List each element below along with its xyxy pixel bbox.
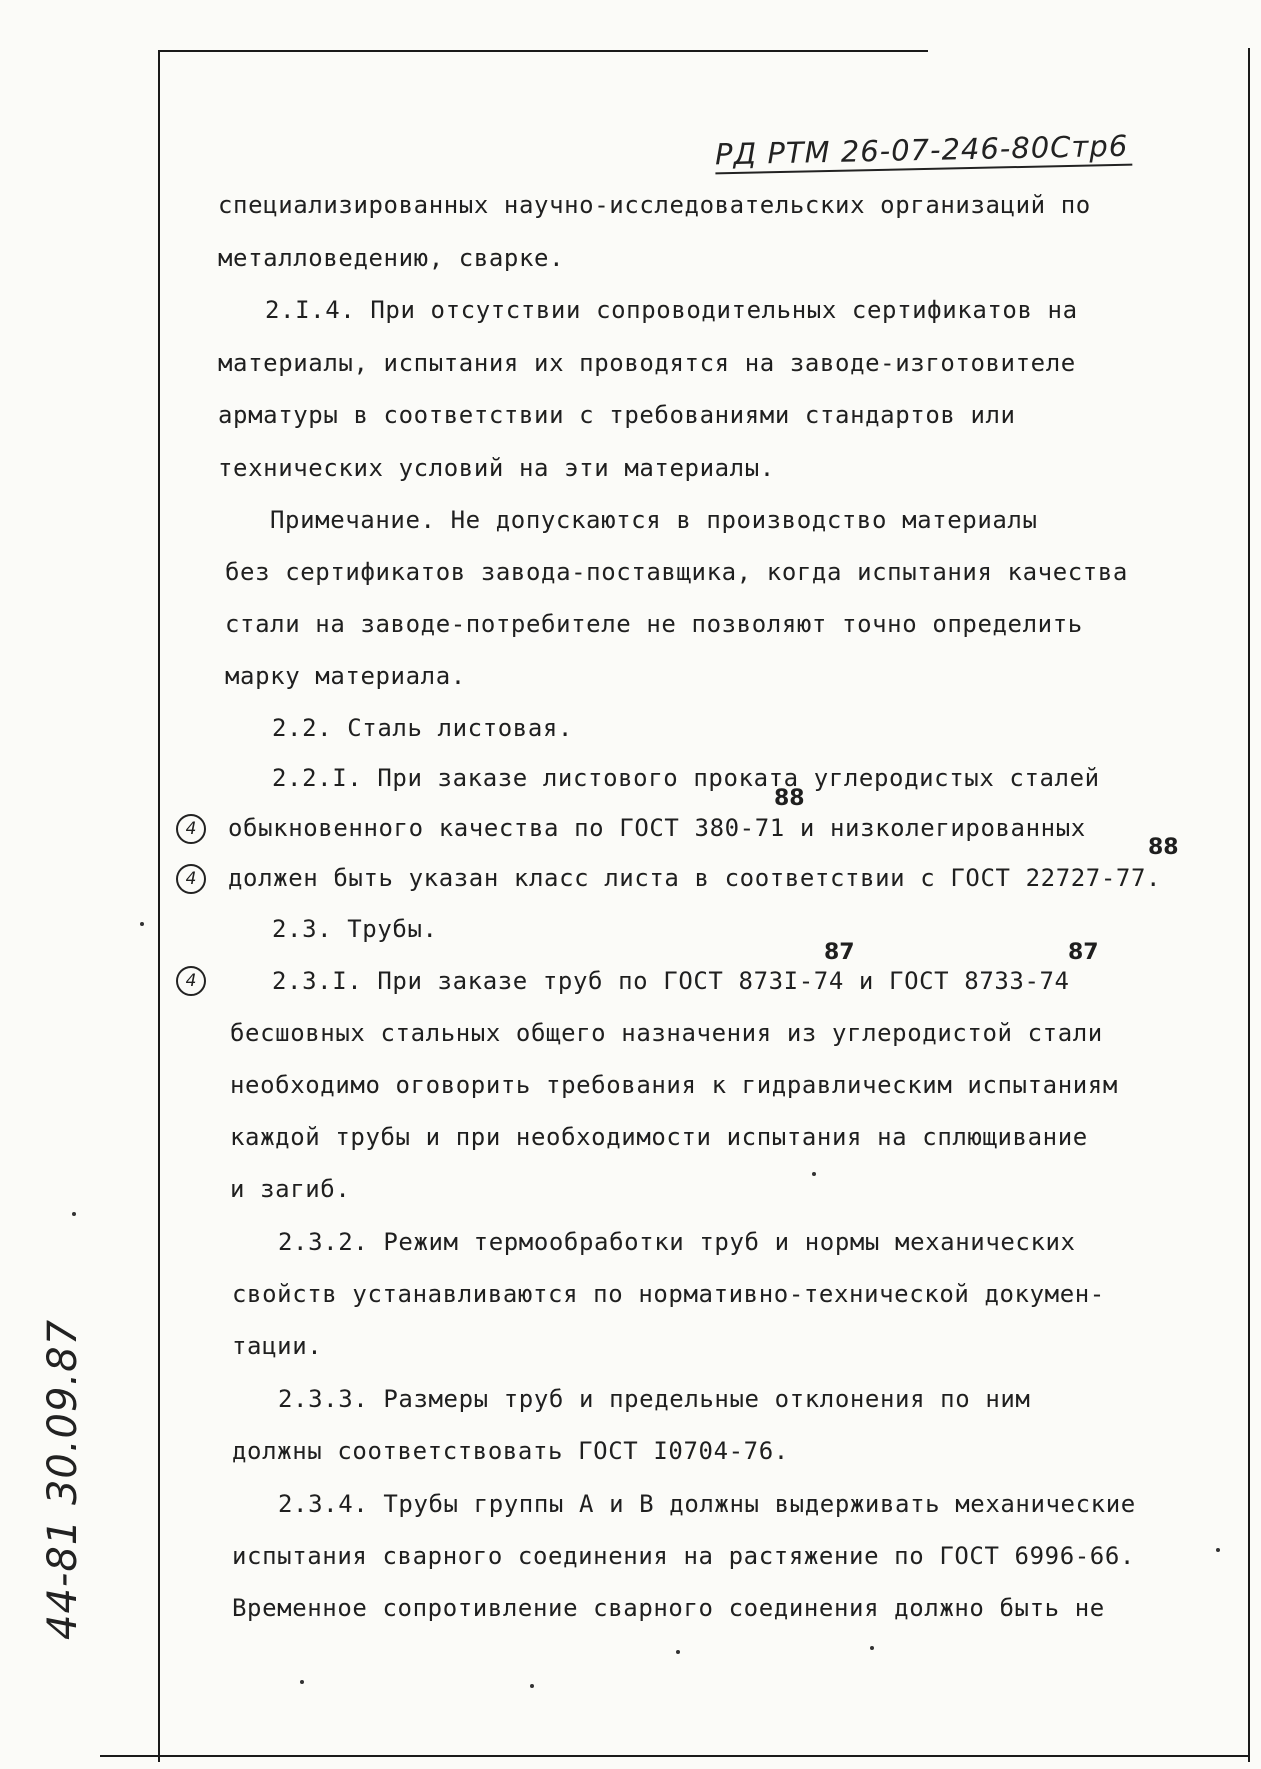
text-line: 2.3.4. Трубы группы А и В должны выдерживать механические <box>278 1490 1136 1518</box>
scan-speck <box>72 1212 76 1216</box>
text-line: свойств устанавливаются по нормативно-технической докумен- <box>232 1280 1105 1308</box>
text-line: Временное сопротивление сварного соединения должно быть не <box>232 1594 1105 1622</box>
revision-mark: 4 <box>176 864 206 894</box>
text-line: тации. <box>232 1332 323 1360</box>
note-line: без сертификатов завода-поставщика, когда испытания качества <box>225 558 1128 586</box>
text-line: 2.3.2. Режим термообработки труб и нормы механических <box>278 1228 1076 1256</box>
text-line: должен быть указан класс листа в соответствии с ГОСТ 22727-77. <box>228 864 1162 892</box>
note-line: стали на заводе-потребителе не позволяют точно определить <box>225 610 1083 638</box>
scan-speck <box>140 922 144 926</box>
note-line: Примечание. Не допускаются в производство материалы <box>270 506 1038 534</box>
handwritten-correction: 87 <box>824 940 855 965</box>
text-line: должны соответствовать ГОСТ I0704-76. <box>232 1437 789 1465</box>
section-heading: 2.3. Трубы. <box>272 915 438 943</box>
text-line: материалы, испытания их проводятся на заводе-изготовителе <box>218 349 1076 377</box>
page-frame-bottom <box>100 1755 1250 1757</box>
text-line: технических условий на эти материалы. <box>218 454 775 482</box>
section-heading: 2.2. Сталь листовая. <box>272 714 573 742</box>
revision-mark: 4 <box>176 814 206 844</box>
text-line: металловедению, сварке. <box>218 244 565 272</box>
handwritten-correction: 88 <box>1148 835 1179 860</box>
page-frame-right <box>1248 48 1250 1762</box>
handwritten-correction: 87 <box>1068 940 1099 965</box>
text-line: 2.3.I. При заказе труб по ГОСТ 873I-74 и ГОСТ 8733-74 <box>272 967 1070 995</box>
text-line: необходимо оговорить требования к гидравлическим испытаниям <box>230 1071 1118 1099</box>
text-line: бесшовных стальных общего назначения из углеродистой стали <box>230 1019 1103 1047</box>
text-line: каждой трубы и при необходимости испытания на сплющивание <box>230 1123 1088 1151</box>
text-line: и загиб. <box>230 1175 351 1203</box>
scan-speck <box>530 1684 534 1688</box>
page-frame-top <box>158 50 928 52</box>
handwritten-side-note: 44-81 30.09.87 <box>40 1318 86 1640</box>
page-frame-left <box>158 50 160 1762</box>
text-line: арматуры в соответствии с требованиями стандартов или <box>218 401 1016 429</box>
text-line: обыкновенного качества по ГОСТ 380-71 и низколегированных <box>228 814 1086 842</box>
scan-speck <box>1216 1548 1220 1552</box>
scan-speck <box>812 1172 816 1176</box>
text-line: 2.2.I. При заказе листового проката углеродистых сталей <box>272 764 1100 792</box>
note-line: марку материала. <box>225 662 466 690</box>
handwritten-correction: 88 <box>774 786 805 811</box>
scan-speck <box>300 1680 304 1684</box>
scan-speck <box>676 1650 680 1654</box>
text-line: 2.3.3. Размеры труб и предельные отклонения по ним <box>278 1385 1031 1413</box>
text-line: 2.I.4. При отсутствии сопроводительных сертификатов на <box>265 296 1078 324</box>
document-code: РД РТМ 26-07-246-80Стр6 <box>715 128 1133 175</box>
text-line: испытания сварного соединения на растяжение по ГОСТ 6996-66. <box>232 1542 1135 1570</box>
scan-speck <box>870 1646 874 1650</box>
text-line: специализированных научно-исследовательских организаций по <box>218 191 1091 219</box>
revision-mark: 4 <box>176 966 206 996</box>
